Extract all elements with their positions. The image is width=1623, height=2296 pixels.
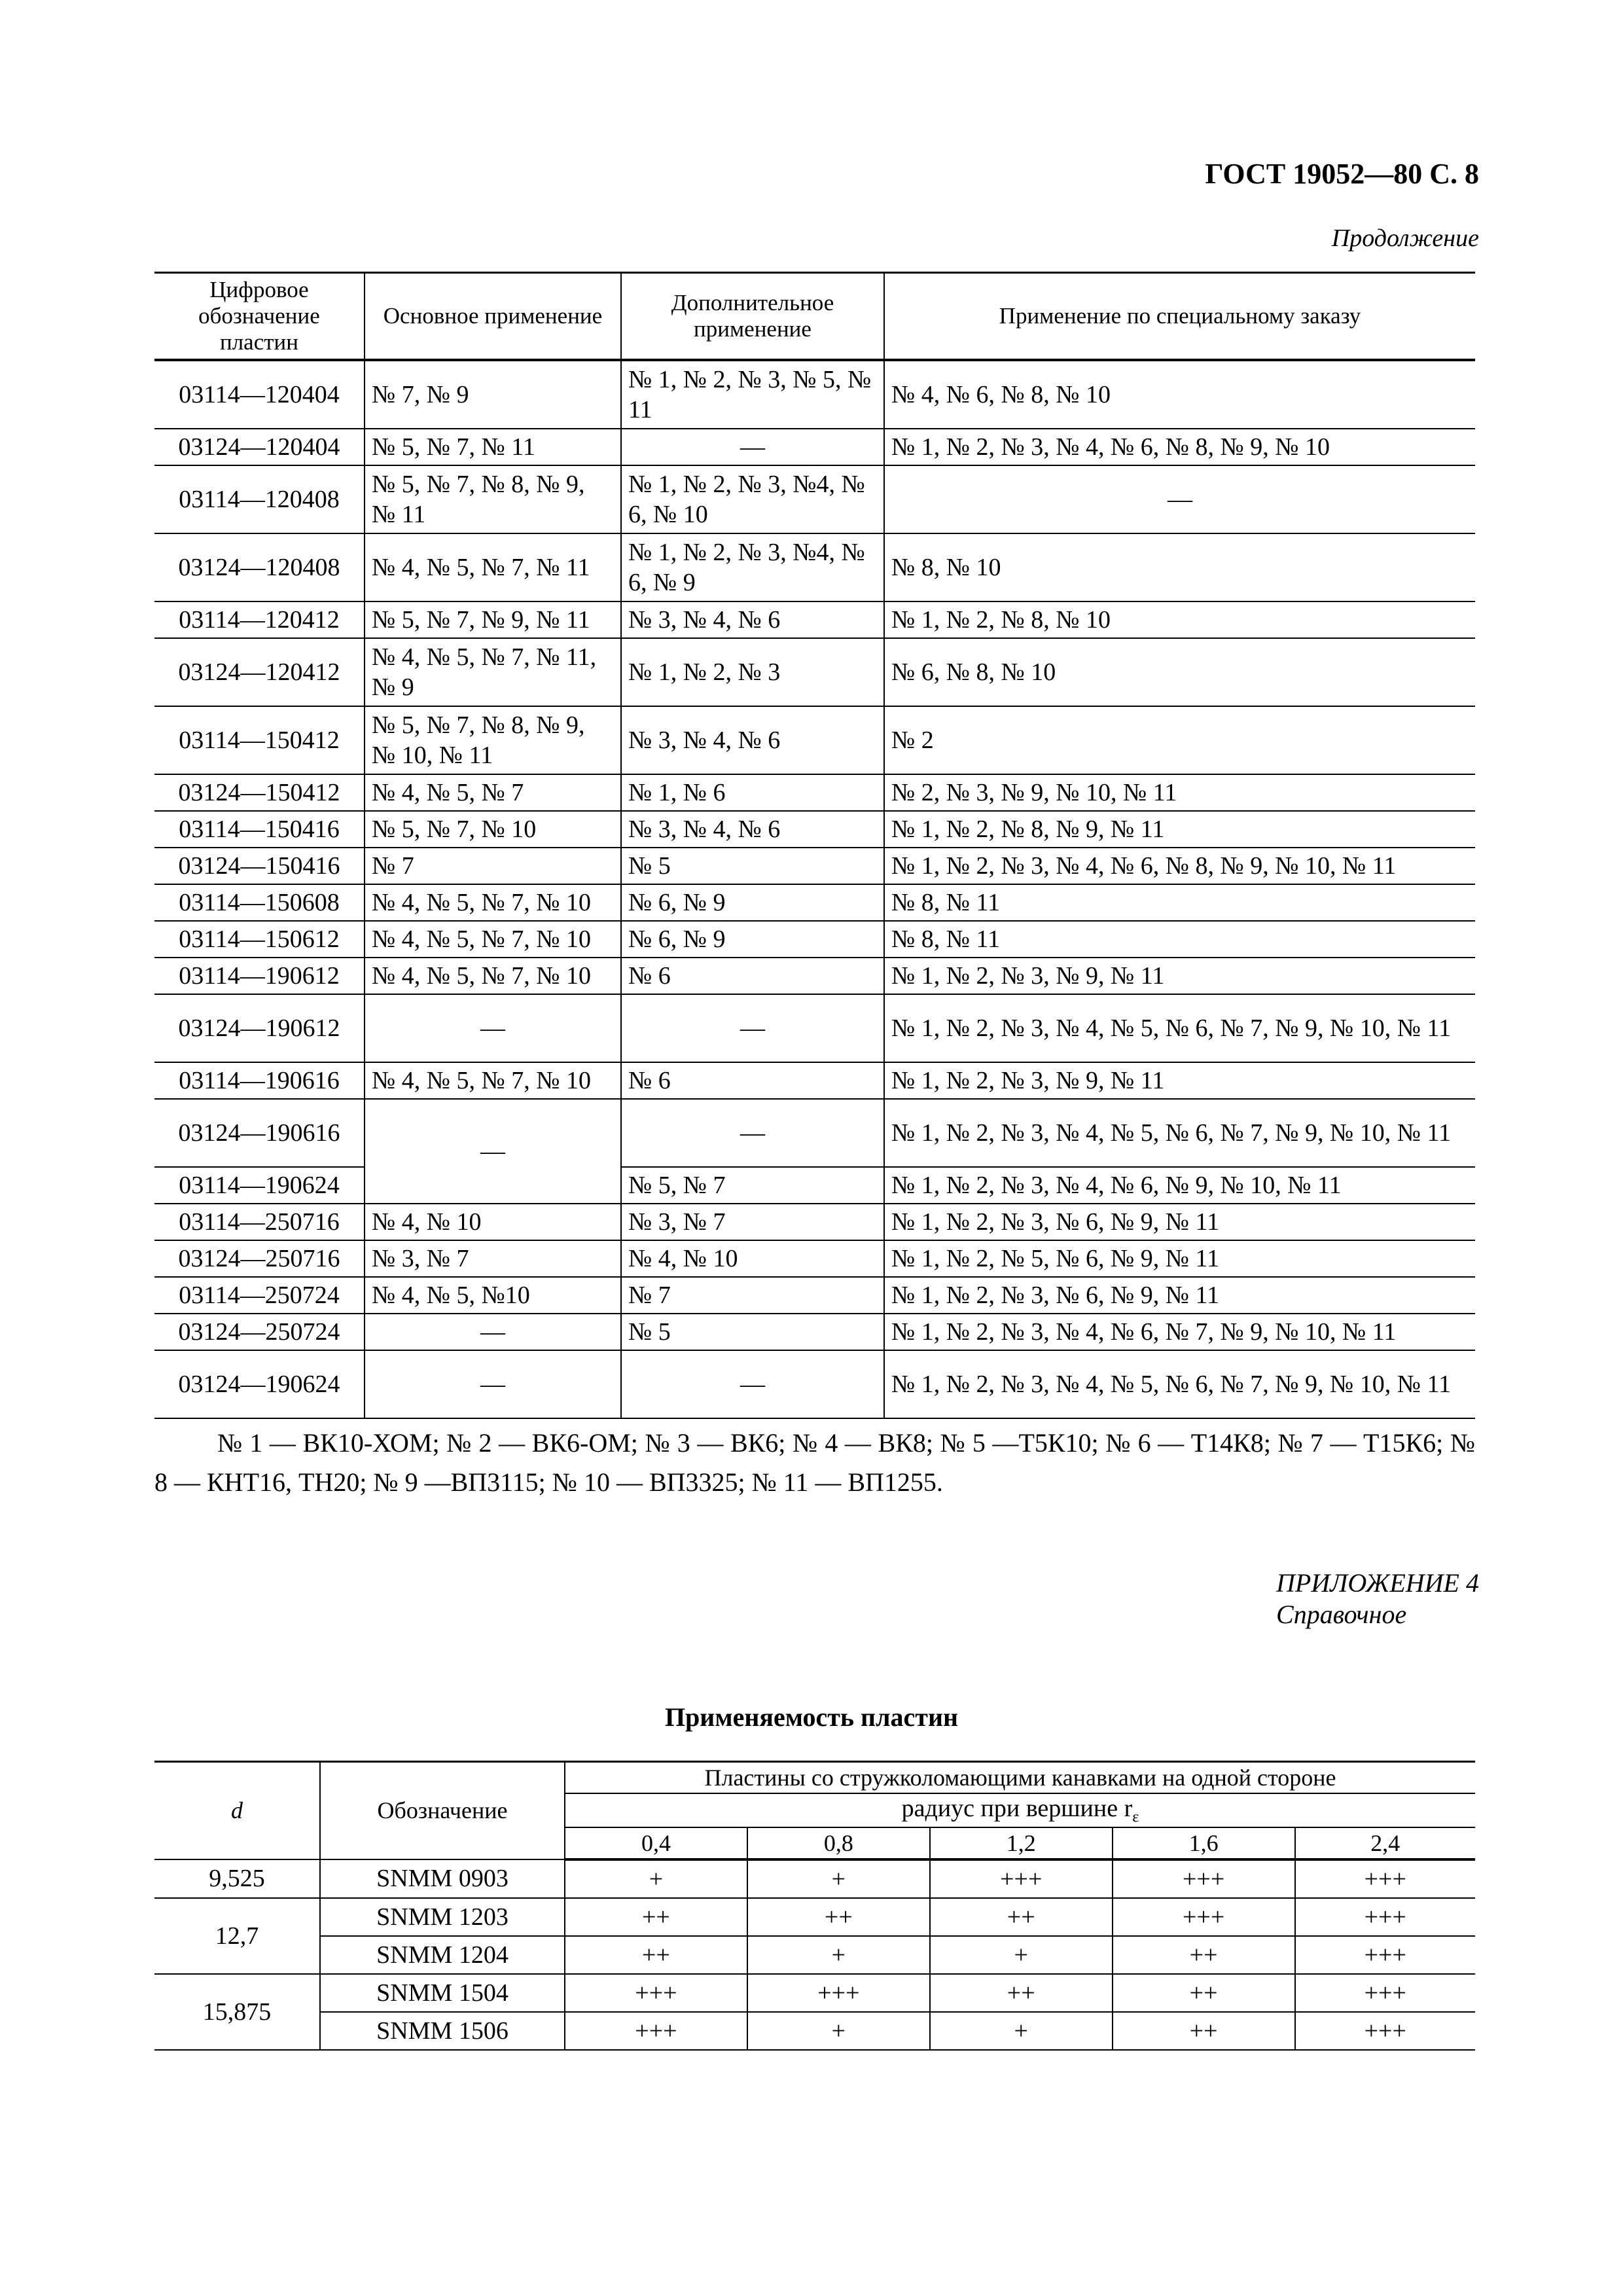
table-row <box>154 848 1475 884</box>
cell-applicability: ++ <box>565 1936 747 1974</box>
cell-applicability: +++ <box>1295 2012 1475 2050</box>
cell-applicability: +++ <box>1295 1898 1475 1936</box>
table-row <box>154 774 1475 811</box>
cell-applicability: + <box>747 1859 930 1898</box>
cell-special: № 8, № 11 <box>884 921 1475 958</box>
appendix-type: Справочное <box>1276 1600 1407 1629</box>
cell-extra: — <box>621 1099 884 1167</box>
cell-main: — <box>365 1350 621 1418</box>
cell-designation: SNMM 0903 <box>320 1859 565 1898</box>
cell-applicability: ++ <box>930 1974 1113 2012</box>
cell-main: — <box>365 1099 621 1204</box>
column-header-special: Применение по специальному заказу <box>884 273 1475 361</box>
cell-applicability: + <box>747 1936 930 1974</box>
cell-special: № 1, № 2, № 3, № 4, № 6, № 8, № 9, № 10 <box>884 429 1475 465</box>
cell-code: 03124—190624 <box>154 1350 365 1418</box>
radius-value-header: 1,2 <box>930 1827 1113 1859</box>
radius-value-header: 0,8 <box>747 1827 930 1859</box>
cell-code: 03124—190616 <box>154 1099 365 1167</box>
cell-main: № 5, № 7, № 8, № 9, № 10, № 11 <box>365 706 621 774</box>
table-row <box>154 921 1475 958</box>
table-row <box>154 884 1475 921</box>
cell-d: 15,875 <box>154 1974 320 2050</box>
cell-applicability: +++ <box>1295 1974 1475 2012</box>
appendix-number: ПРИЛОЖЕНИЕ 4 <box>1276 1568 1479 1598</box>
cell-code: 03114—250716 <box>154 1204 365 1240</box>
cell-extra: № 1, № 2, № 3, № 5, № 11 <box>621 360 884 429</box>
cell-extra: № 5 <box>621 1314 884 1350</box>
cell-extra: № 3, № 4, № 6 <box>621 601 884 638</box>
table-row <box>154 1859 1475 1898</box>
cell-extra: — <box>621 429 884 465</box>
table-row <box>154 994 1475 1062</box>
cell-extra: — <box>621 1350 884 1418</box>
cell-code: 03124—120404 <box>154 429 365 465</box>
cell-applicability: ++ <box>930 1898 1113 1936</box>
cell-special: № 1, № 2, № 8, № 9, № 11 <box>884 811 1475 848</box>
cell-code: 03124—120408 <box>154 533 365 601</box>
table-row <box>154 1204 1475 1240</box>
cell-applicability: +++ <box>930 1859 1113 1898</box>
cell-special: № 1, № 2, № 3, № 4, № 5, № 6, № 7, № 9, № 10, № 11 <box>884 994 1475 1062</box>
cell-code: 03124—250724 <box>154 1314 365 1350</box>
cell-special: № 8, № 11 <box>884 884 1475 921</box>
table-row <box>154 1314 1475 1350</box>
cell-code: 03124—150416 <box>154 848 365 884</box>
table-row <box>154 2012 1475 2050</box>
cell-extra: № 6 <box>621 1062 884 1099</box>
radius-value-header: 2,4 <box>1295 1827 1475 1859</box>
column-header-d: d <box>154 1762 320 1859</box>
cell-code: 03124—150412 <box>154 774 365 811</box>
cell-applicability: + <box>565 1859 747 1898</box>
cell-applicability: + <box>930 1936 1113 1974</box>
cell-applicability: +++ <box>747 1974 930 2012</box>
cell-code: 03114—120404 <box>154 360 365 429</box>
table-row <box>154 1240 1475 1277</box>
cell-extra: № 3, № 4, № 6 <box>621 811 884 848</box>
radius-value-header: 1,6 <box>1113 1827 1295 1859</box>
cell-code: 03114—150416 <box>154 811 365 848</box>
cell-applicability: + <box>930 2012 1113 2050</box>
cell-main: № 4, № 5, № 7, № 10 <box>365 921 621 958</box>
cell-special: № 1, № 2, № 3, № 9, № 11 <box>884 1062 1475 1099</box>
cell-code: 03114—190612 <box>154 958 365 994</box>
cell-main: № 5, № 7, № 10 <box>365 811 621 848</box>
cell-main: № 5, № 7, № 9, № 11 <box>365 601 621 638</box>
cell-special: № 1, № 2, № 3, № 4, № 6, № 7, № 9, № 10, № 11 <box>884 1314 1475 1350</box>
table-row <box>154 1277 1475 1314</box>
table-row <box>154 811 1475 848</box>
cell-main: № 4, № 10 <box>365 1204 621 1240</box>
cell-extra: № 4, № 10 <box>621 1240 884 1277</box>
cell-main: № 5, № 7, № 8, № 9, № 11 <box>365 465 621 533</box>
cell-main: № 4, № 5, № 7, № 10 <box>365 884 621 921</box>
table-row <box>154 1350 1475 1418</box>
applicability-title: Применяемость пластин <box>664 1702 959 1732</box>
cell-special: № 4, № 6, № 8, № 10 <box>884 360 1475 429</box>
table-row <box>154 601 1475 638</box>
cell-d: 9,525 <box>154 1859 320 1898</box>
radius-header: радиус при вершине $r_\varepsilon$ <box>565 1793 1475 1827</box>
cell-main: — <box>365 1314 621 1350</box>
cell-special: № 1, № 2, № 5, № 6, № 9, № 11 <box>884 1240 1475 1277</box>
cell-main: № 7, № 9 <box>365 360 621 429</box>
cell-extra: № 1, № 2, № 3, №4, № 6, № 10 <box>621 465 884 533</box>
cell-special: № 1, № 2, № 3, № 4, № 6, № 9, № 10, № 11 <box>884 1167 1475 1204</box>
cell-extra: № 1, № 2, № 3, №4, № 6, № 9 <box>621 533 884 601</box>
table-row <box>154 429 1475 465</box>
cell-special: № 1, № 2, № 3, № 9, № 11 <box>884 958 1475 994</box>
cell-applicability: +++ <box>565 2012 747 2050</box>
table-row <box>154 1974 1475 2012</box>
table-row <box>154 465 1475 533</box>
page-header: ГОСТ 19052—80 С. 8 <box>1205 158 1479 190</box>
cell-extra: № 3, № 7 <box>621 1204 884 1240</box>
table-row <box>154 533 1475 601</box>
cell-code: 03114—120412 <box>154 601 365 638</box>
cell-special: № 1, № 2, № 3, № 4, № 5, № 6, № 7, № 9, № 10, № 11 <box>884 1350 1475 1418</box>
cell-applicability: +++ <box>565 1974 747 2012</box>
cell-special: — <box>884 465 1475 533</box>
column-header-code: Цифровое обозначение пластин <box>154 273 365 361</box>
cell-extra: № 6 <box>621 958 884 994</box>
cell-applicability: ++ <box>1113 2012 1295 2050</box>
table-row <box>154 360 1475 429</box>
cell-code: 03124—190612 <box>154 994 365 1062</box>
table-row <box>154 638 1475 706</box>
cell-code: 03114—190624 <box>154 1167 365 1204</box>
table-row <box>154 1099 1475 1167</box>
cell-applicability: +++ <box>1113 1859 1295 1898</box>
cell-code: 03124—120412 <box>154 638 365 706</box>
cell-code: 03114—150612 <box>154 921 365 958</box>
cell-code: 03124—250716 <box>154 1240 365 1277</box>
continuation-label: Продолжение <box>1331 224 1479 252</box>
cell-special: № 8, № 10 <box>884 533 1475 601</box>
cell-main: № 4, № 5, № 7, № 11 <box>365 533 621 601</box>
cell-extra: № 7 <box>621 1277 884 1314</box>
table-row <box>154 706 1475 774</box>
cell-special: № 1, № 2, № 3, № 4, № 5, № 6, № 7, № 9, № 10, № 11 <box>884 1099 1475 1167</box>
cell-main: № 4, № 5, № 7, № 11, № 9 <box>365 638 621 706</box>
cell-designation: SNMM 1504 <box>320 1974 565 2012</box>
cell-main: — <box>365 994 621 1062</box>
cell-designation: SNMM 1203 <box>320 1898 565 1936</box>
cell-d: 12,7 <box>154 1898 320 1974</box>
cell-main: № 4, № 5, №10 <box>365 1277 621 1314</box>
table-row <box>154 1062 1475 1099</box>
cell-special: № 1, № 2, № 8, № 10 <box>884 601 1475 638</box>
cell-applicability: ++ <box>747 1898 930 1936</box>
cell-special: № 6, № 8, № 10 <box>884 638 1475 706</box>
cell-applicability: +++ <box>1295 1859 1475 1898</box>
table-row <box>154 1898 1475 1936</box>
table-row <box>154 1167 1475 1204</box>
cell-special: № 2, № 3, № 9, № 10, № 11 <box>884 774 1475 811</box>
cell-extra: — <box>621 994 884 1062</box>
cell-main: № 4, № 5, № 7, № 10 <box>365 958 621 994</box>
appendix-label <box>1276 1568 1479 1630</box>
cell-extra: № 3, № 4, № 6 <box>621 706 884 774</box>
cell-main: № 7 <box>365 848 621 884</box>
cell-designation: SNMM 1506 <box>320 2012 565 2050</box>
column-header-extra: Дополнительное применение <box>621 273 884 361</box>
cell-special: № 1, № 2, № 3, № 6, № 9, № 11 <box>884 1204 1475 1240</box>
cell-code: 03114—250724 <box>154 1277 365 1314</box>
cell-applicability: + <box>747 2012 930 2050</box>
cell-extra: № 6, № 9 <box>621 921 884 958</box>
cell-extra: № 6, № 9 <box>621 884 884 921</box>
cell-code: 03114—150412 <box>154 706 365 774</box>
cell-applicability: ++ <box>1113 1974 1295 2012</box>
cell-applicability: ++ <box>1113 1936 1295 1974</box>
cell-main: № 4, № 5, № 7, № 10 <box>365 1062 621 1099</box>
radius-value-header: 0,4 <box>565 1827 747 1859</box>
cell-main: № 4, № 5, № 7 <box>365 774 621 811</box>
cell-applicability: +++ <box>1113 1898 1295 1936</box>
cell-code: 03114—150608 <box>154 884 365 921</box>
group-header: Пластины со стружколомающими канавками на одной стороне <box>565 1762 1475 1794</box>
cell-code: 03114—120408 <box>154 465 365 533</box>
cell-main: № 3, № 7 <box>365 1240 621 1277</box>
cell-special: № 1, № 2, № 3, № 6, № 9, № 11 <box>884 1277 1475 1314</box>
cell-extra: № 1, № 2, № 3 <box>621 638 884 706</box>
cell-extra: № 5, № 7 <box>621 1167 884 1204</box>
applications-table <box>154 272 1475 1419</box>
cell-applicability: +++ <box>1295 1936 1475 1974</box>
radius-subscript: ε <box>1132 1808 1139 1826</box>
grades-legend: № 1 — ВК10-ХОМ; № 2 — ВК6-ОМ; № 3 — ВК6; № 4 — ВК8; № 5 —Т5К10; № 6 — Т14К8; № 7 — Т15К6; № 8 — КНТ16, ТН20; № 9 —ВП3115; № 10 — ВП3325; № 11 — ВП1255. <box>154 1428 1475 1497</box>
table-row <box>154 958 1475 994</box>
table-row <box>154 1936 1475 1974</box>
cell-designation: SNMM 1204 <box>320 1936 565 1974</box>
column-header-designation: Обозначение <box>320 1762 565 1859</box>
cell-extra: № 1, № 6 <box>621 774 884 811</box>
cell-special: № 1, № 2, № 3, № 4, № 6, № 8, № 9, № 10, № 11 <box>884 848 1475 884</box>
cell-special: № 2 <box>884 706 1475 774</box>
column-header-main: Основное применение <box>365 273 621 361</box>
cell-extra: № 5 <box>621 848 884 884</box>
cell-code: 03114—190616 <box>154 1062 365 1099</box>
applicability-table <box>154 1761 1475 2051</box>
cell-main: № 5, № 7, № 11 <box>365 429 621 465</box>
cell-applicability: ++ <box>565 1898 747 1936</box>
